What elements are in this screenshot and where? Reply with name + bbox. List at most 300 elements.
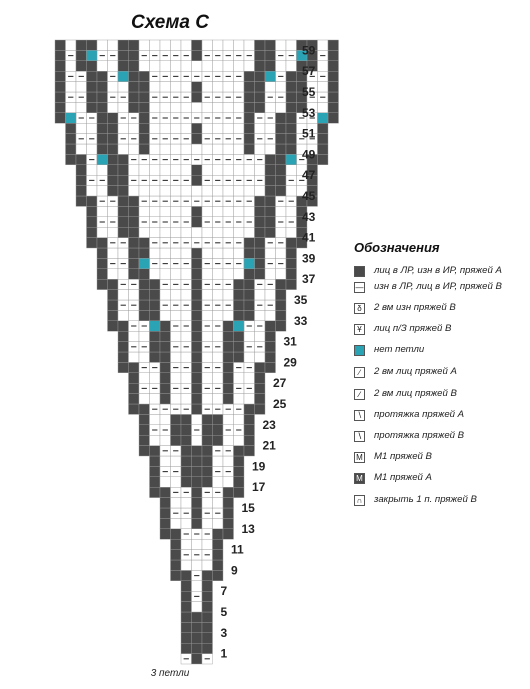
m1-dark-icon: M bbox=[354, 473, 365, 484]
chart-cell-purl bbox=[286, 165, 297, 175]
chart-cell-knit bbox=[181, 435, 192, 445]
no-stitch-cell bbox=[286, 154, 297, 164]
chart-cell-purl bbox=[118, 290, 129, 300]
chart-cell-knit bbox=[223, 508, 234, 518]
chart-cell-purl bbox=[265, 290, 276, 300]
ssk-light-icon: ∖ bbox=[354, 410, 365, 421]
chart-cell-purl bbox=[97, 61, 108, 71]
chart-cell-knit bbox=[192, 622, 203, 632]
chart-cell-knit bbox=[286, 279, 297, 289]
chart-cell-knit bbox=[87, 196, 98, 206]
chart-cell-knit bbox=[139, 290, 150, 300]
chart-cell-knit bbox=[276, 123, 287, 133]
chart-cell-purl bbox=[318, 61, 329, 71]
chart-cell-purl bbox=[160, 61, 171, 71]
chart-cell-purl bbox=[276, 102, 287, 112]
chart-cell-knit bbox=[171, 435, 182, 445]
chart-cell-knit bbox=[213, 414, 224, 424]
chart-cell-purl bbox=[202, 269, 213, 279]
chart-cell-knit bbox=[192, 654, 203, 664]
legend-item bbox=[354, 388, 530, 400]
row-number-label: 21 bbox=[262, 438, 276, 453]
chart-cell-knit bbox=[244, 279, 255, 289]
chart-cell-knit bbox=[192, 165, 203, 175]
chart-cell-purl bbox=[160, 186, 171, 196]
chart-cell-knit bbox=[150, 466, 161, 476]
chart-cell-purl bbox=[265, 82, 276, 92]
chart-cell-knit bbox=[66, 144, 77, 154]
chart-cell-purl bbox=[118, 82, 129, 92]
chart-cell-purl bbox=[171, 456, 182, 466]
chart-cell-purl bbox=[160, 269, 171, 279]
chart-cell-purl bbox=[244, 186, 255, 196]
chart-cell-knit bbox=[255, 92, 266, 102]
chart-cell-purl bbox=[202, 102, 213, 112]
chart-cell-purl bbox=[160, 456, 171, 466]
chart-cell-purl bbox=[244, 165, 255, 175]
chart-cell-purl bbox=[118, 310, 129, 320]
no-stitch-icon bbox=[354, 345, 365, 356]
chart-cell-purl bbox=[255, 290, 266, 300]
chart-cell-purl bbox=[118, 102, 129, 112]
chart-cell-knit bbox=[276, 321, 287, 331]
chart-cell-purl bbox=[171, 310, 182, 320]
chart-cell-purl bbox=[192, 144, 203, 154]
chart-cell-knit bbox=[150, 456, 161, 466]
legend-item bbox=[354, 366, 530, 378]
chart-cell-purl bbox=[150, 40, 161, 50]
chart-cell-purl bbox=[129, 352, 140, 362]
chart-cell-knit bbox=[192, 518, 203, 528]
chart-cell-purl bbox=[286, 40, 297, 50]
chart-cell-knit bbox=[118, 154, 129, 164]
chart-cell-purl bbox=[213, 373, 224, 383]
no-stitch-cell bbox=[118, 71, 129, 81]
chart-cell-knit bbox=[223, 321, 234, 331]
chart-cell-knit bbox=[97, 92, 108, 102]
chart-cell-purl bbox=[160, 123, 171, 133]
legend-item bbox=[354, 281, 530, 293]
chart-cell-knit bbox=[181, 643, 192, 653]
chart-cell-purl bbox=[213, 165, 224, 175]
chart-cell-purl bbox=[160, 102, 171, 112]
chart-cell-purl bbox=[192, 227, 203, 237]
chart-cell-knit bbox=[234, 290, 245, 300]
chart-cell-knit bbox=[129, 71, 140, 81]
chart-cell-knit bbox=[108, 175, 119, 185]
chart-cell-purl bbox=[202, 206, 213, 216]
chart-cell-purl bbox=[286, 227, 297, 237]
chart-cell-purl bbox=[139, 206, 150, 216]
chart-cell-knit bbox=[76, 154, 87, 164]
chart-cell-knit bbox=[118, 165, 129, 175]
chart-cell-purl bbox=[87, 144, 98, 154]
chart-cell-purl bbox=[150, 269, 161, 279]
chart-cell-purl bbox=[76, 102, 87, 112]
chart-cell-purl bbox=[276, 82, 287, 92]
chart-cell-purl bbox=[223, 40, 234, 50]
no-stitch-cell bbox=[244, 258, 255, 268]
chart-cell-purl bbox=[171, 269, 182, 279]
chart-cell-purl bbox=[192, 102, 203, 112]
chart-cell-knit bbox=[192, 134, 203, 144]
chart-cell-purl bbox=[181, 352, 192, 362]
chart-cell-knit bbox=[265, 342, 276, 352]
chart-cell-knit bbox=[213, 550, 224, 560]
chart-cell-knit bbox=[244, 82, 255, 92]
chart-cell-knit bbox=[255, 404, 266, 414]
chart-cell-purl bbox=[213, 290, 224, 300]
chart-cell-knit bbox=[139, 71, 150, 81]
row-number-label: 47 bbox=[302, 168, 316, 183]
chart-cell-purl bbox=[213, 310, 224, 320]
chart-cell-knit bbox=[76, 40, 87, 50]
chart-cell-purl bbox=[129, 290, 140, 300]
chart-cell-purl bbox=[192, 61, 203, 71]
row-number-label: 15 bbox=[241, 501, 255, 515]
chart-cell-knit bbox=[160, 352, 171, 362]
chart-cell-knit bbox=[192, 612, 203, 622]
chart-cell-knit bbox=[244, 92, 255, 102]
chart-cell-knit bbox=[129, 383, 140, 393]
chart-cell-purl bbox=[213, 394, 224, 404]
chart-cell-knit bbox=[76, 196, 87, 206]
chart-cell-purl bbox=[234, 227, 245, 237]
chart-cell-knit bbox=[286, 238, 297, 248]
chart-cell-knit bbox=[97, 123, 108, 133]
chart-cell-knit bbox=[223, 342, 234, 352]
chart-cell-purl bbox=[181, 394, 192, 404]
chart-cell-purl bbox=[202, 290, 213, 300]
chart-cell-purl bbox=[181, 123, 192, 133]
chart-cell-purl bbox=[223, 310, 234, 320]
row-number-label: 11 bbox=[231, 542, 244, 557]
chart-cell-purl bbox=[223, 82, 234, 92]
chart-cell-knit bbox=[234, 466, 245, 476]
chart-cell-knit bbox=[76, 186, 87, 196]
chart-cell-knit bbox=[192, 383, 203, 393]
chart-cell-purl bbox=[255, 186, 266, 196]
chart-cell-knit bbox=[55, 40, 66, 50]
chart-cell-purl bbox=[160, 227, 171, 237]
chart-cell-knit bbox=[276, 186, 287, 196]
chart-cell-knit bbox=[192, 310, 203, 320]
row-number-label: 39 bbox=[302, 251, 316, 266]
chart-cell-knit bbox=[160, 321, 171, 331]
chart-cell-knit bbox=[223, 383, 234, 393]
chart-cell-purl bbox=[171, 165, 182, 175]
legend-item-label: 2 вм лиц пряжей А bbox=[374, 366, 457, 377]
legend-item-label: лиц п/З пряжей В bbox=[374, 323, 452, 334]
chart-cell-knit bbox=[213, 435, 224, 445]
chart-cell-purl bbox=[286, 206, 297, 216]
chart-cell-knit bbox=[192, 456, 203, 466]
chart-cell-knit bbox=[171, 414, 182, 424]
chart-cell-purl bbox=[171, 331, 182, 341]
chart-cell-purl bbox=[318, 82, 329, 92]
chart-cell-purl bbox=[213, 331, 224, 341]
chart-cell-knit bbox=[328, 92, 339, 102]
legend-title: Обозначения bbox=[354, 240, 440, 255]
chart-cell-knit bbox=[129, 102, 140, 112]
row-number-label: 41 bbox=[302, 230, 316, 245]
chart-cell-purl bbox=[139, 61, 150, 71]
chart-cell-knit bbox=[265, 196, 276, 206]
chart-cell-purl bbox=[171, 186, 182, 196]
chart-cell-purl bbox=[244, 40, 255, 50]
chart-cell-purl bbox=[108, 206, 119, 216]
chart-cell-purl bbox=[150, 227, 161, 237]
chart-cell-knit bbox=[129, 206, 140, 216]
chart-cell-knit bbox=[181, 477, 192, 487]
chart-cell-knit bbox=[139, 144, 150, 154]
chart-cell-purl bbox=[213, 40, 224, 50]
chart-cell-purl bbox=[244, 206, 255, 216]
chart-cell-knit bbox=[108, 279, 119, 289]
chart-cell-purl bbox=[76, 82, 87, 92]
chart-cell-purl bbox=[181, 227, 192, 237]
chart-cell-knit bbox=[244, 113, 255, 123]
chart-cell-purl bbox=[150, 186, 161, 196]
chart-cell-purl bbox=[150, 82, 161, 92]
chart-cell-purl bbox=[255, 331, 266, 341]
chart-cell-knit bbox=[66, 134, 77, 144]
chart-cell-purl bbox=[150, 123, 161, 133]
chart-cell-knit bbox=[255, 227, 266, 237]
chart-cell-purl bbox=[202, 373, 213, 383]
chart-cell-purl bbox=[244, 227, 255, 237]
chart-cell-purl bbox=[234, 102, 245, 112]
chart-cell-knit bbox=[118, 61, 129, 71]
chart-cell-knit bbox=[276, 290, 287, 300]
chart-cell-knit bbox=[276, 175, 287, 185]
chart-cell-purl bbox=[97, 227, 108, 237]
chart-cell-purl bbox=[139, 352, 150, 362]
chart-cell-knit bbox=[139, 92, 150, 102]
chart-cell-knit bbox=[76, 61, 87, 71]
chart-cell-purl bbox=[213, 144, 224, 154]
chart-cell-knit bbox=[181, 602, 192, 612]
row-number-label: 37 bbox=[302, 272, 316, 287]
chart-cell-knit bbox=[192, 362, 203, 372]
chart-cell-knit bbox=[118, 186, 129, 196]
chart-cell-knit bbox=[192, 269, 203, 279]
chart-cell-knit bbox=[192, 394, 203, 404]
chart-cell-purl bbox=[150, 144, 161, 154]
chart-cell-knit bbox=[286, 92, 297, 102]
chart-cell-purl bbox=[181, 144, 192, 154]
chart-cell-knit bbox=[87, 92, 98, 102]
chart-cell-purl bbox=[234, 40, 245, 50]
chart-cell-knit bbox=[108, 310, 119, 320]
legend-item-label: 2 вм лиц пряжей В bbox=[374, 388, 457, 399]
chart-cell-purl bbox=[108, 61, 119, 71]
row-number-label: 5 bbox=[220, 605, 228, 619]
chart-cell-knit bbox=[244, 238, 255, 248]
chart-cell-knit bbox=[97, 82, 108, 92]
chart-cell-purl bbox=[223, 123, 234, 133]
knit-tbl-icon: Ұ bbox=[354, 324, 365, 335]
chart-cell-knit bbox=[244, 300, 255, 310]
chart-cell-knit bbox=[276, 113, 287, 123]
chart-cell-knit bbox=[139, 414, 150, 424]
chart-cell-knit bbox=[255, 238, 266, 248]
legend-item bbox=[354, 323, 530, 335]
chart-cell-purl bbox=[160, 206, 171, 216]
chart-cell-purl bbox=[160, 290, 171, 300]
chart-cell-knit bbox=[265, 175, 276, 185]
chart-cell-purl bbox=[160, 165, 171, 175]
chart-cell-purl bbox=[129, 165, 140, 175]
chart-cell-knit bbox=[160, 362, 171, 372]
chart-cell-knit bbox=[223, 487, 234, 497]
chart-cell-purl bbox=[160, 82, 171, 92]
chart-cell-knit bbox=[255, 61, 266, 71]
chart-cell-purl bbox=[234, 61, 245, 71]
chart-cell-knit bbox=[192, 82, 203, 92]
chart-cell-knit bbox=[192, 643, 203, 653]
row-number-label: 1 bbox=[220, 646, 228, 661]
chart-cell-purl bbox=[276, 40, 287, 50]
chart-cell-purl bbox=[108, 248, 119, 258]
chart-cell-purl bbox=[244, 61, 255, 71]
chart-cell-purl bbox=[66, 82, 77, 92]
chart-cell-purl bbox=[234, 394, 245, 404]
chart-cell-knit bbox=[160, 529, 171, 539]
chart-cell-knit bbox=[171, 425, 182, 435]
chart-cell-knit bbox=[87, 206, 98, 216]
chart-cell-knit bbox=[234, 456, 245, 466]
chart-cell-knit bbox=[192, 404, 203, 414]
chart-cell-purl bbox=[255, 165, 266, 175]
chart-cell-purl bbox=[202, 498, 213, 508]
chart-cell-purl bbox=[202, 144, 213, 154]
chart-cell-knit bbox=[192, 633, 203, 643]
chart-cell-knit bbox=[108, 134, 119, 144]
chart-cell-purl bbox=[87, 123, 98, 133]
chart-cell-purl bbox=[171, 61, 182, 71]
chart-cell-knit bbox=[202, 602, 213, 612]
chart-cell-knit bbox=[139, 123, 150, 133]
chart-cell-purl bbox=[181, 186, 192, 196]
legend-item-label: протяжка пряжей А bbox=[374, 409, 465, 420]
legend-item-label: лиц в ЛР, изн в ИР, пряжей А bbox=[374, 265, 502, 276]
chart-cell-knit bbox=[202, 581, 213, 591]
chart-cell-purl bbox=[202, 61, 213, 71]
chart-cell-knit bbox=[286, 102, 297, 112]
chart-cell-purl bbox=[213, 456, 224, 466]
chart-cell-purl bbox=[213, 248, 224, 258]
chart-cell-knit bbox=[286, 82, 297, 92]
chart-cell-purl bbox=[223, 206, 234, 216]
chart-cell-purl bbox=[76, 144, 87, 154]
row-number-label: 29 bbox=[283, 355, 297, 370]
chart-cell-purl bbox=[213, 123, 224, 133]
chart-cell-knit bbox=[265, 61, 276, 71]
chart-cell-knit bbox=[286, 113, 297, 123]
chart-cell-purl bbox=[171, 82, 182, 92]
chart-cell-knit bbox=[55, 113, 66, 123]
chart-cell-purl bbox=[171, 290, 182, 300]
chart-cell-knit bbox=[181, 466, 192, 476]
chart-cell-knit bbox=[108, 113, 119, 123]
chart-cell-knit bbox=[55, 92, 66, 102]
chart-cell-knit bbox=[66, 123, 77, 133]
chart-cell-knit bbox=[255, 40, 266, 50]
chart-cell-knit bbox=[108, 144, 119, 154]
chart-cell-purl bbox=[160, 435, 171, 445]
chart-cell-purl bbox=[223, 290, 234, 300]
chart-cell-knit bbox=[97, 258, 108, 268]
legend bbox=[354, 240, 530, 515]
chart-cell-purl bbox=[171, 498, 182, 508]
chart-cell-purl bbox=[97, 165, 108, 175]
chart-cell-knit bbox=[97, 279, 108, 289]
chart-cell-purl bbox=[150, 414, 161, 424]
chart-cell-knit bbox=[118, 50, 129, 60]
chart-cell-knit bbox=[213, 529, 224, 539]
chart-cell-purl bbox=[234, 186, 245, 196]
chart-cell-purl bbox=[223, 102, 234, 112]
chart-cell-knit bbox=[265, 227, 276, 237]
chart-cell-knit bbox=[192, 40, 203, 50]
legend-items bbox=[354, 265, 530, 506]
chart-cell-knit bbox=[234, 300, 245, 310]
chart-cell-purl bbox=[276, 269, 287, 279]
bind-off-icon: ∩ bbox=[354, 495, 365, 506]
row-number-label: 13 bbox=[241, 521, 255, 536]
chart-cell-purl bbox=[171, 394, 182, 404]
chart-cell-purl bbox=[244, 352, 255, 362]
chart-cell-knit bbox=[55, 71, 66, 81]
chart-cell-purl bbox=[265, 310, 276, 320]
chart-cell-knit bbox=[181, 591, 192, 601]
chart-cell-knit bbox=[108, 154, 119, 164]
chart-cell-knit bbox=[223, 362, 234, 372]
chart-cell-knit bbox=[276, 144, 287, 154]
chart-cell-knit bbox=[328, 71, 339, 81]
chart-cell-knit bbox=[181, 456, 192, 466]
chart-cell-purl bbox=[160, 310, 171, 320]
chart-cell-knit bbox=[129, 61, 140, 71]
chart-cell-knit bbox=[234, 352, 245, 362]
chart-cell-knit bbox=[150, 487, 161, 497]
chart-cell-knit bbox=[286, 123, 297, 133]
chart-cell-purl bbox=[108, 227, 119, 237]
chart-cell-knit bbox=[97, 269, 108, 279]
chart-cell-knit bbox=[318, 123, 329, 133]
chart-cell-knit bbox=[328, 61, 339, 71]
chart-cell-knit bbox=[129, 373, 140, 383]
chart-cell-purl bbox=[213, 269, 224, 279]
chart-cell-knit bbox=[150, 300, 161, 310]
row-number-label: 3 bbox=[220, 625, 228, 640]
chart-cell-knit bbox=[160, 373, 171, 383]
chart-cell-knit bbox=[139, 82, 150, 92]
chart-cell-knit bbox=[160, 394, 171, 404]
no-stitch-cell bbox=[234, 321, 245, 331]
chart-cell-knit bbox=[139, 435, 150, 445]
chart-cell-knit bbox=[150, 446, 161, 456]
chart-cell-purl bbox=[181, 498, 192, 508]
chart-cell-knit bbox=[234, 279, 245, 289]
chart-cell-purl bbox=[150, 206, 161, 216]
chart-cell-knit bbox=[139, 300, 150, 310]
chart-cell-knit bbox=[244, 435, 255, 445]
row-number-label: 33 bbox=[294, 313, 308, 328]
m1-light-icon: M bbox=[354, 452, 365, 463]
chart-cell-knit bbox=[55, 50, 66, 60]
